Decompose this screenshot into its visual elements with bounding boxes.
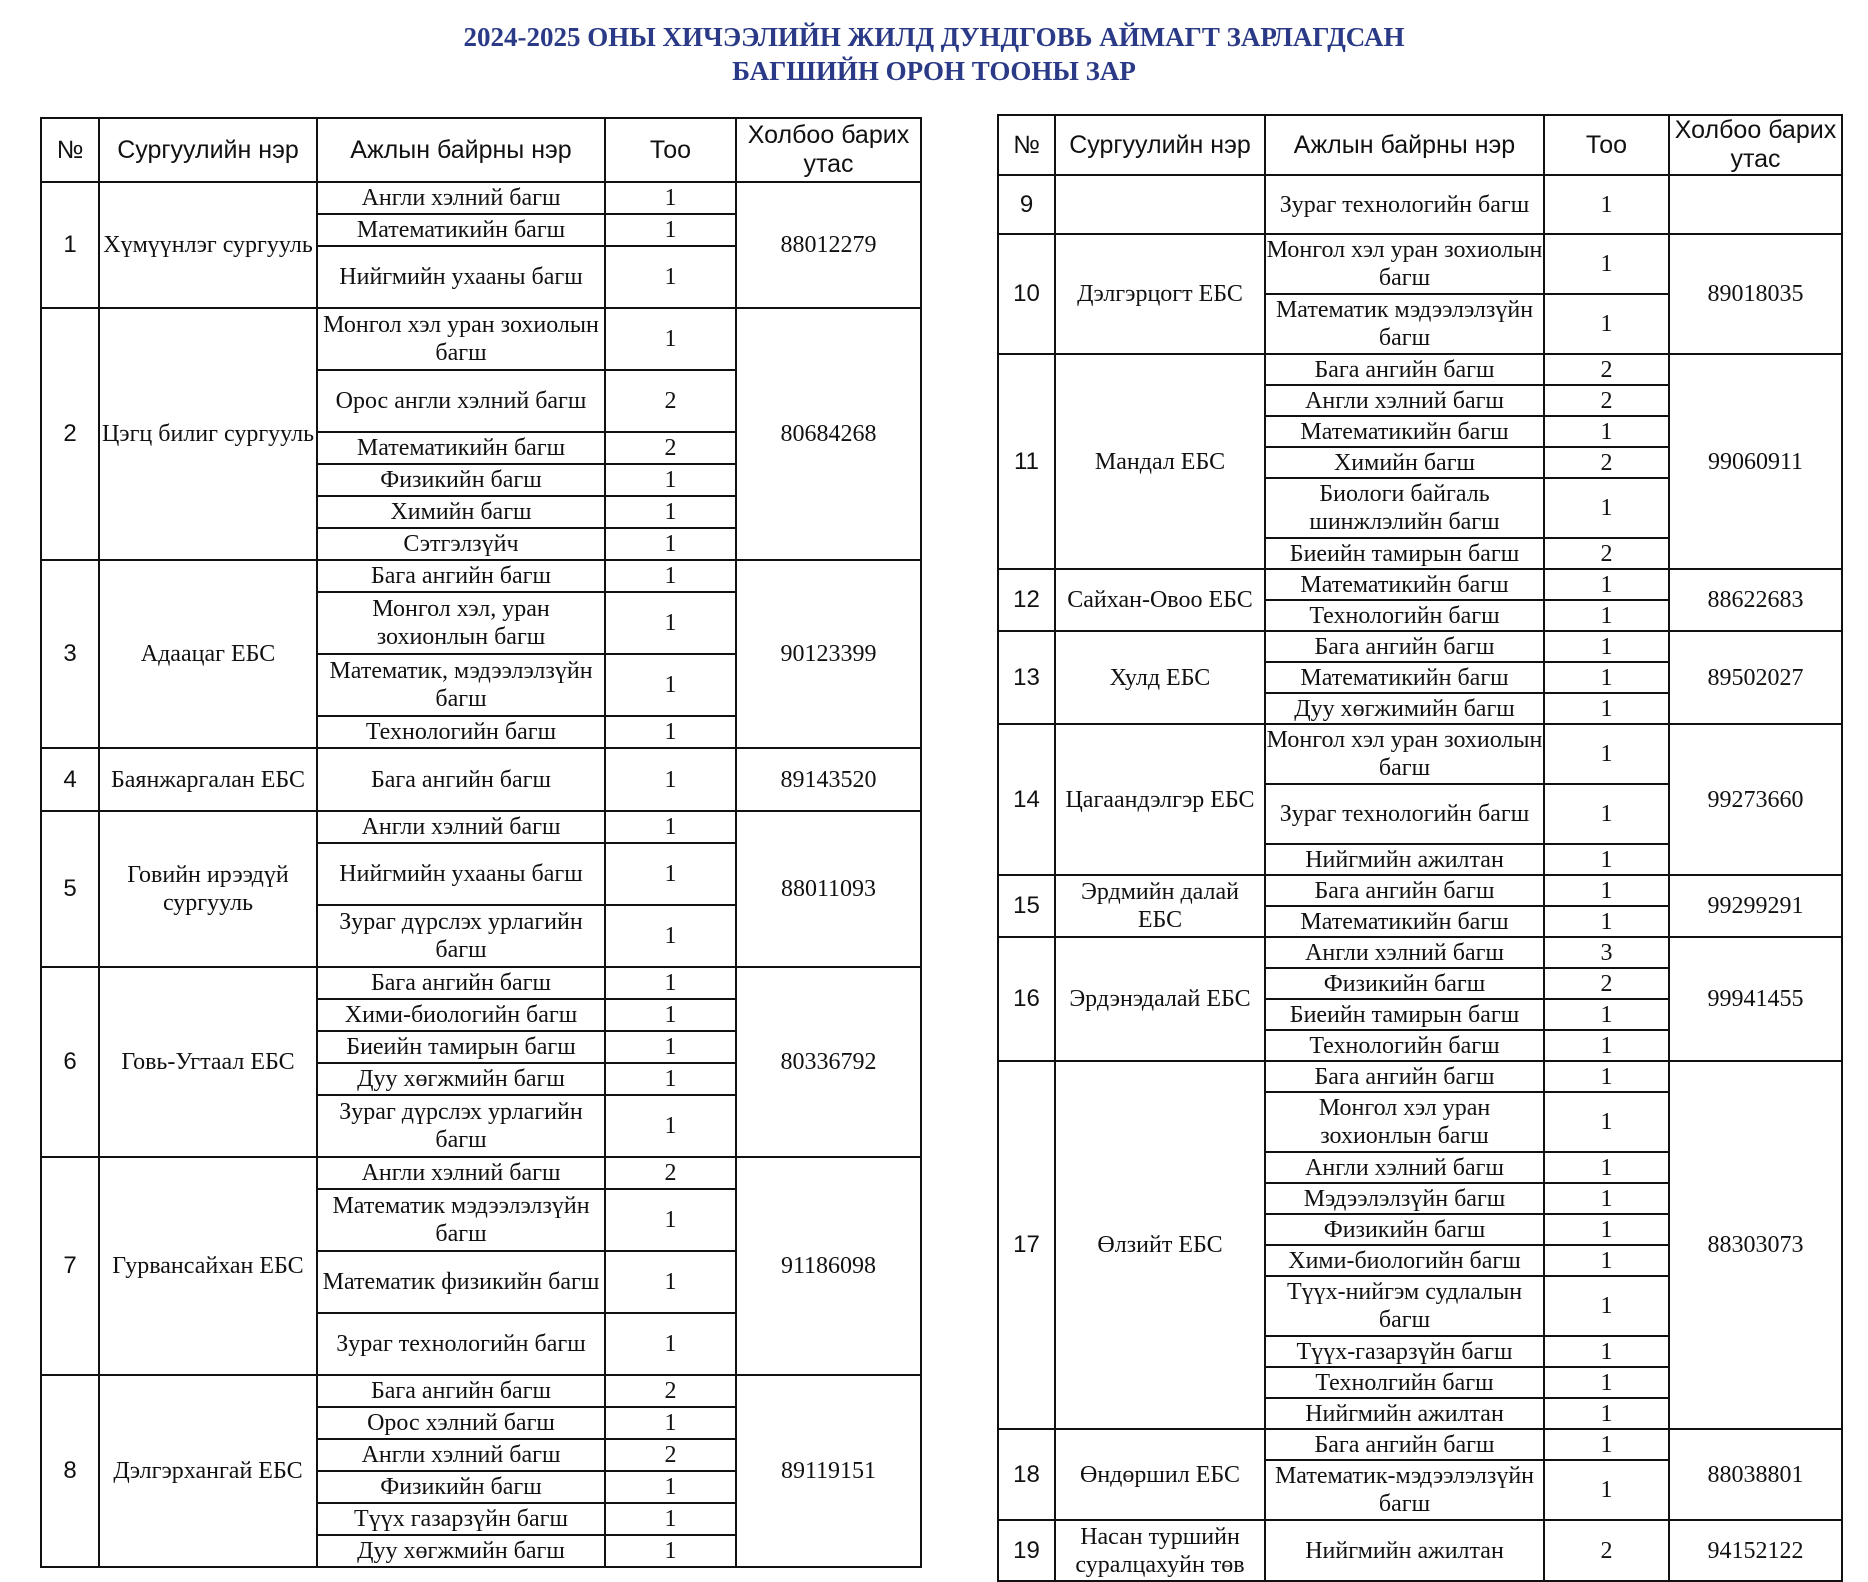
position-count: 1 [1544,1336,1669,1367]
position-count: 1 [1544,1092,1669,1152]
position-title: Англи хэлний багш [317,1157,605,1189]
position-count: 1 [1544,1276,1669,1336]
position-title: Англи хэлний багш [1265,937,1544,968]
contact-phone: 99273660 [1669,724,1842,875]
table-row [998,234,1842,294]
school-number: 13 [998,631,1055,724]
position-count: 1 [1544,1061,1669,1092]
header-position: Ажлын байрны нэр [1265,115,1544,175]
contact-phone: 99060911 [1669,354,1842,569]
position-count: 1 [1544,662,1669,693]
position-count: 1 [605,748,736,811]
position-count: 1 [1544,724,1669,784]
position-count: 1 [1544,478,1669,538]
position-count: 1 [1544,784,1669,844]
position-count: 2 [605,1157,736,1189]
position-count: 2 [605,1439,736,1471]
header-school: Сургуулийн нэр [99,118,317,182]
position-count: 2 [1544,538,1669,569]
position-title: Физикийн багш [1265,968,1544,999]
vacancy-table-left [40,117,922,1568]
table-row [998,875,1842,906]
school-name: Өндөршил ЕБС [1055,1429,1265,1520]
header-no: № [998,115,1055,175]
position-title: Бага ангийн багш [1265,354,1544,385]
contact-phone: 88012279 [736,182,921,308]
position-count: 1 [605,905,736,967]
position-count: 1 [1544,1214,1669,1245]
school-number: 15 [998,875,1055,937]
header-phone: Холбоо барих утас [736,118,921,182]
position-title: Математикийн багш [1265,662,1544,693]
school-name: Сайхан-Овоо ЕБС [1055,569,1265,631]
position-title: Англи хэлний багш [1265,1152,1544,1183]
table-row [998,175,1842,234]
position-count: 2 [1544,354,1669,385]
school-name: Хүмүүнлэг сургууль [99,182,317,308]
school-number: 11 [998,354,1055,569]
contact-phone: 88011093 [736,811,921,967]
position-title: Орос хэлний багш [317,1407,605,1439]
contact-phone: 91186098 [736,1157,921,1375]
position-count: 2 [605,1375,736,1407]
position-title: Түүх-газарзүйн багш [1265,1336,1544,1367]
school-name: Гурвансайхан ЕБС [99,1157,317,1375]
position-count: 1 [605,1251,736,1313]
position-title: Орос англи хэлний багш [317,370,605,432]
position-title: Зураг дүрслэх урлагийн багш [317,905,605,967]
position-count: 1 [1544,631,1669,662]
header-count: Тоо [1544,115,1669,175]
position-title: Математикийн багш [317,432,605,464]
table-row [41,748,921,811]
position-count: 1 [605,1407,736,1439]
position-title: Технологийн багш [1265,600,1544,631]
position-count: 1 [605,528,736,560]
school-number: 1 [41,182,99,308]
table-row [41,182,921,214]
table-row [41,811,921,843]
position-title: Дуу хөгжимийн багш [1265,693,1544,724]
school-name: Баянжаргалан ЕБС [99,748,317,811]
position-count: 1 [605,1535,736,1567]
school-number: 6 [41,967,99,1157]
position-title: Нийгмийн ажилтан [1265,1398,1544,1429]
contact-phone [1669,175,1842,234]
position-count: 1 [1544,1245,1669,1276]
position-title: Зураг дүрслэх урлагийн багш [317,1095,605,1157]
school-name: Дэлгэрцогт ЕБС [1055,234,1265,354]
contact-phone: 94152122 [1669,1520,1842,1581]
position-count: 2 [1544,1520,1669,1581]
school-name: Говийн ирээдүй сургууль [99,811,317,967]
position-count: 1 [1544,234,1669,294]
position-title: Түүх-нийгэм судлалын багш [1265,1276,1544,1336]
position-title: Хими-биологийн багш [317,999,605,1031]
position-count: 1 [605,182,736,214]
school-number: 17 [998,1061,1055,1429]
school-name: Адаацаг ЕБС [99,560,317,748]
table-row [41,560,921,592]
table-row [41,1157,921,1189]
position-count: 1 [605,246,736,308]
school-name: Говь-Угтаал ЕБС [99,967,317,1157]
position-title: Зураг технологийн багш [1265,784,1544,844]
position-title: Мэдээлэлзүйн багш [1265,1183,1544,1214]
position-title: Математикийн багш [1265,906,1544,937]
table-row [998,354,1842,385]
position-count: 1 [1544,844,1669,875]
contact-phone: 89143520 [736,748,921,811]
school-name: Мандал ЕБС [1055,354,1265,569]
position-title: Бага ангийн багш [317,560,605,592]
school-number: 18 [998,1429,1055,1520]
position-count: 1 [605,560,736,592]
position-title: Математик-мэдээлэлзүйн багш [1265,1460,1544,1520]
position-count: 1 [605,1031,736,1063]
position-title: Биологи байгаль шинжлэлийн багш [1265,478,1544,538]
position-title: Технологийн багш [317,716,605,748]
header-position: Ажлын байрны нэр [317,118,605,182]
position-title: Математик, мэдээлэлзүйн багш [317,654,605,716]
school-number: 4 [41,748,99,811]
position-title: Биеийн тамирын багш [1265,538,1544,569]
position-title: Математикийн багш [1265,569,1544,600]
position-title: Хими-биологийн багш [1265,1245,1544,1276]
position-count: 1 [605,214,736,246]
school-name: Дэлгэрхангай ЕБС [99,1375,317,1567]
position-title: Англи хэлний багш [317,182,605,214]
position-count: 1 [605,654,736,716]
school-name: Өлзийт ЕБС [1055,1061,1265,1429]
table-row [998,631,1842,662]
position-count: 1 [1544,693,1669,724]
position-title: Түүх газарзүйн багш [317,1503,605,1535]
school-name [1055,175,1265,234]
position-title: Физикийн багш [1265,1214,1544,1245]
position-title: Химийн багш [317,496,605,528]
position-title: Бага ангийн багш [317,967,605,999]
school-number: 12 [998,569,1055,631]
contact-phone: 89018035 [1669,234,1842,354]
table-row [41,967,921,999]
position-title: Дуу хөгжмийн багш [317,1063,605,1095]
table-row [998,1520,1842,1581]
position-title: Технолгийн багш [1265,1367,1544,1398]
table-row [998,1429,1842,1460]
position-count: 1 [1544,1030,1669,1061]
school-name: Цагаандэлгэр ЕБС [1055,724,1265,875]
position-count: 1 [605,967,736,999]
position-count: 2 [1544,385,1669,416]
document-title [0,20,1868,88]
position-count: 1 [1544,416,1669,447]
title-line-1: 2024-2025 ОНЫ ХИЧЭЭЛИЙН ЖИЛД ДУНДГОВЬ АЙМАГТ ЗАРЛАГДСАН [463,22,1405,52]
position-count: 1 [1544,875,1669,906]
position-title: Технологийн багш [1265,1030,1544,1061]
contact-phone: 88038801 [1669,1429,1842,1520]
school-name: Эрдмийн далай ЕБС [1055,875,1265,937]
contact-phone: 80336792 [736,967,921,1157]
position-title: Монгол хэл уран зохионлын багш [1265,1092,1544,1152]
school-number: 16 [998,937,1055,1061]
header-school: Сургуулийн нэр [1055,115,1265,175]
position-title: Математик физикийн багш [317,1251,605,1313]
position-title: Нийгмийн ухааны багш [317,843,605,905]
table-row [998,937,1842,968]
position-count: 2 [605,432,736,464]
position-count: 1 [1544,906,1669,937]
school-name: Цэгц билиг сургууль [99,308,317,560]
table-row [41,308,921,370]
position-count: 1 [605,843,736,905]
school-number: 10 [998,234,1055,354]
position-title: Физикийн багш [317,1471,605,1503]
table-row [998,724,1842,784]
school-number: 5 [41,811,99,967]
position-count: 3 [1544,937,1669,968]
position-count: 1 [605,1471,736,1503]
position-title: Дуу хөгжмийн багш [317,1535,605,1567]
position-count: 1 [605,592,736,654]
position-title: Бага ангийн багш [1265,875,1544,906]
school-number: 8 [41,1375,99,1567]
position-count: 1 [1544,175,1669,234]
table-row [998,1061,1842,1092]
position-count: 1 [605,308,736,370]
header-row [998,115,1842,175]
position-count: 1 [605,716,736,748]
school-number: 3 [41,560,99,748]
contact-phone: 99941455 [1669,937,1842,1061]
contact-phone: 88303073 [1669,1061,1842,1429]
position-count: 1 [605,811,736,843]
position-title: Сэтгэлзүйч [317,528,605,560]
school-number: 9 [998,175,1055,234]
position-count: 1 [605,1063,736,1095]
position-title: Физикийн багш [317,464,605,496]
position-title: Математикийн багш [1265,416,1544,447]
position-count: 1 [1544,569,1669,600]
position-title: Зураг технологийн багш [1265,175,1544,234]
position-title: Математик мэдээлэлзүйн багш [317,1189,605,1251]
vacancy-table-right [997,114,1843,1582]
position-title: Бага ангийн багш [1265,1429,1544,1460]
contact-phone: 80684268 [736,308,921,560]
position-count: 1 [1544,1429,1669,1460]
position-title: Бага ангийн багш [1265,631,1544,662]
position-title: Бага ангийн багш [317,1375,605,1407]
school-name: Хулд ЕБС [1055,631,1265,724]
title-line-2: БАГШИЙН ОРОН ТООНЫ ЗАР [732,56,1136,86]
position-count: 1 [605,1189,736,1251]
position-title: Англи хэлний багш [317,1439,605,1471]
contact-phone: 89502027 [1669,631,1842,724]
position-title: Нийгмийн ажилтан [1265,844,1544,875]
school-number: 2 [41,308,99,560]
school-number: 14 [998,724,1055,875]
table-row [41,1375,921,1407]
position-count: 1 [1544,1398,1669,1429]
position-title: Биеийн тамирын багш [1265,999,1544,1030]
position-count: 2 [605,370,736,432]
position-title: Монгол хэл уран зохиолын багш [1265,234,1544,294]
contact-phone: 89119151 [736,1375,921,1567]
position-title: Монгол хэл уран зохиолын багш [317,308,605,370]
position-title: Биеийн тамирын багш [317,1031,605,1063]
school-name: Эрдэнэдалай ЕБС [1055,937,1265,1061]
position-count: 1 [605,464,736,496]
position-title: Математикийн багш [317,214,605,246]
position-count: 1 [605,496,736,528]
position-count: 1 [605,999,736,1031]
position-count: 1 [605,1313,736,1375]
contact-phone: 90123399 [736,560,921,748]
position-title: Зураг технологийн багш [317,1313,605,1375]
header-phone: Холбоо барих утас [1669,115,1842,175]
position-count: 2 [1544,968,1669,999]
header-row [41,118,921,182]
position-count: 1 [605,1095,736,1157]
position-title: Англи хэлний багш [317,811,605,843]
position-count: 1 [1544,1152,1669,1183]
position-title: Нийгмийн ажилтан [1265,1520,1544,1581]
position-count: 2 [1544,447,1669,478]
school-name: Насан туршийн суралцахуйн төв [1055,1520,1265,1581]
contact-phone: 99299291 [1669,875,1842,937]
position-count: 1 [1544,294,1669,354]
header-no: № [41,118,99,182]
position-count: 1 [1544,999,1669,1030]
contact-phone: 88622683 [1669,569,1842,631]
school-number: 7 [41,1157,99,1375]
position-count: 1 [1544,600,1669,631]
position-count: 1 [1544,1367,1669,1398]
position-count: 1 [1544,1460,1669,1520]
position-count: 1 [605,1503,736,1535]
position-title: Монгол хэл, уран зохионлын багш [317,592,605,654]
school-number: 19 [998,1520,1055,1581]
position-title: Бага ангийн багш [1265,1061,1544,1092]
position-title: Англи хэлний багш [1265,385,1544,416]
position-title: Химийн багш [1265,447,1544,478]
table-row [998,569,1842,600]
position-title: Математик мэдээлэлзүйн багш [1265,294,1544,354]
position-count: 1 [1544,1183,1669,1214]
position-title: Нийгмийн ухааны багш [317,246,605,308]
position-title: Бага ангийн багш [317,748,605,811]
position-title: Монгол хэл уран зохиолын багш [1265,724,1544,784]
header-count: Тоо [605,118,736,182]
